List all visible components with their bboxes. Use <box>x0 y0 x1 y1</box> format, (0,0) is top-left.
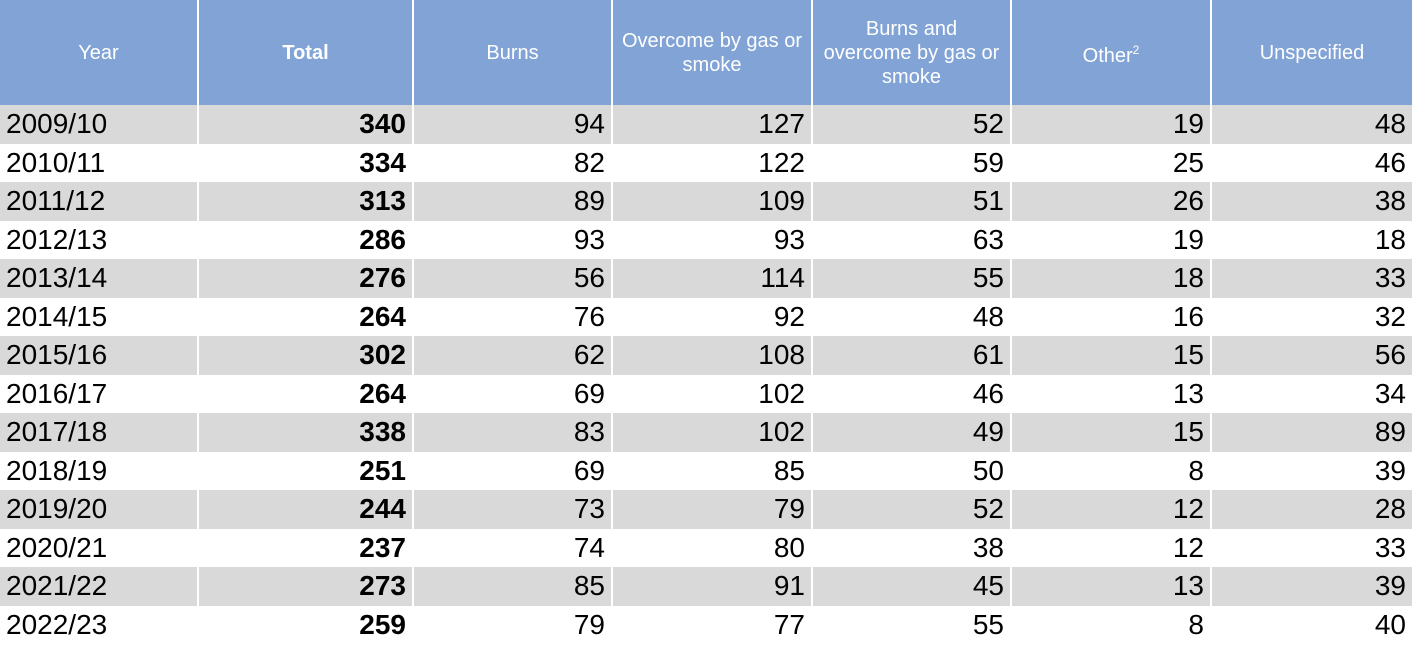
table-row <box>0 375 1412 414</box>
overcome-cell: 102 <box>613 413 813 452</box>
unspecified-cell: 33 <box>1212 529 1412 568</box>
burns-cell: 62 <box>414 336 613 375</box>
year-cell: 2009/10 <box>0 105 199 144</box>
burns-and-overcome-cell: 45 <box>813 567 1012 606</box>
other-cell: 13 <box>1012 567 1212 606</box>
burns-cell: 89 <box>414 182 613 221</box>
unspecified-cell: 89 <box>1212 413 1412 452</box>
table-row <box>0 144 1412 183</box>
total-cell: 244 <box>199 490 414 529</box>
header-row <box>0 0 1412 105</box>
burns-cell: 76 <box>414 298 613 337</box>
table-row <box>0 413 1412 452</box>
burns-and-overcome-cell: 46 <box>813 375 1012 414</box>
overcome-cell: 85 <box>613 452 813 491</box>
table-row <box>0 298 1412 337</box>
year-cell: 2022/23 <box>0 606 199 645</box>
year-cell: 2018/19 <box>0 452 199 491</box>
table-row <box>0 529 1412 568</box>
overcome-cell: 122 <box>613 144 813 183</box>
unspecified-cell: 33 <box>1212 259 1412 298</box>
other-cell: 12 <box>1012 529 1212 568</box>
burns-cell: 94 <box>414 105 613 144</box>
unspecified-cell: 39 <box>1212 452 1412 491</box>
year-cell: 2011/12 <box>0 182 199 221</box>
other-cell: 13 <box>1012 375 1212 414</box>
unspecified-cell: 40 <box>1212 606 1412 645</box>
year-cell: 2013/14 <box>0 259 199 298</box>
overcome-cell: 127 <box>613 105 813 144</box>
overcome-cell: 93 <box>613 221 813 260</box>
other-cell: 18 <box>1012 259 1212 298</box>
other-cell: 16 <box>1012 298 1212 337</box>
other-cell: 15 <box>1012 336 1212 375</box>
total-cell: 338 <box>199 413 414 452</box>
burns-and-overcome-cell: 61 <box>813 336 1012 375</box>
total-cell: 302 <box>199 336 414 375</box>
total-cell: 259 <box>199 606 414 645</box>
burns-and-overcome-cell: 48 <box>813 298 1012 337</box>
overcome-cell: 108 <box>613 336 813 375</box>
table-body <box>0 105 1412 644</box>
table-row <box>0 105 1412 144</box>
year-cell: 2014/15 <box>0 298 199 337</box>
burns-and-overcome-cell: 49 <box>813 413 1012 452</box>
other-cell: 26 <box>1012 182 1212 221</box>
unspecified-cell: 32 <box>1212 298 1412 337</box>
burns-cell: 79 <box>414 606 613 645</box>
total-cell: 251 <box>199 452 414 491</box>
header-other-footnote: 2 <box>1132 42 1140 57</box>
burns-and-overcome-cell: 55 <box>813 606 1012 645</box>
header-burns: Burns <box>414 0 613 105</box>
burns-cell: 74 <box>414 529 613 568</box>
other-cell: 19 <box>1012 221 1212 260</box>
total-cell: 334 <box>199 144 414 183</box>
year-cell: 2019/20 <box>0 490 199 529</box>
burns-cell: 56 <box>414 259 613 298</box>
overcome-cell: 79 <box>613 490 813 529</box>
overcome-cell: 109 <box>613 182 813 221</box>
year-cell: 2017/18 <box>0 413 199 452</box>
table-row <box>0 182 1412 221</box>
header-other-label: Other <box>1082 44 1133 67</box>
year-cell: 2012/13 <box>0 221 199 260</box>
burns-and-overcome-cell: 52 <box>813 490 1012 529</box>
total-cell: 237 <box>199 529 414 568</box>
unspecified-cell: 39 <box>1212 567 1412 606</box>
total-cell: 340 <box>199 105 414 144</box>
burns-and-overcome-cell: 51 <box>813 182 1012 221</box>
header-other <box>1012 0 1212 105</box>
total-cell: 276 <box>199 259 414 298</box>
burns-and-overcome-cell: 38 <box>813 529 1012 568</box>
table-row <box>0 490 1412 529</box>
unspecified-cell: 38 <box>1212 182 1412 221</box>
total-cell: 286 <box>199 221 414 260</box>
burns-cell: 82 <box>414 144 613 183</box>
other-cell: 25 <box>1012 144 1212 183</box>
other-cell: 19 <box>1012 105 1212 144</box>
table-row <box>0 606 1412 645</box>
total-cell: 264 <box>199 298 414 337</box>
burns-cell: 83 <box>414 413 613 452</box>
table-row <box>0 221 1412 260</box>
burns-cell: 69 <box>414 375 613 414</box>
overcome-cell: 80 <box>613 529 813 568</box>
unspecified-cell: 56 <box>1212 336 1412 375</box>
unspecified-cell: 34 <box>1212 375 1412 414</box>
burns-cell: 85 <box>414 567 613 606</box>
burns-and-overcome-cell: 59 <box>813 144 1012 183</box>
burns-cell: 93 <box>414 221 613 260</box>
total-cell: 264 <box>199 375 414 414</box>
burns-cell: 69 <box>414 452 613 491</box>
unspecified-cell: 48 <box>1212 105 1412 144</box>
burns-and-overcome-cell: 50 <box>813 452 1012 491</box>
other-cell: 8 <box>1012 452 1212 491</box>
table-row <box>0 259 1412 298</box>
burns-and-overcome-cell: 63 <box>813 221 1012 260</box>
year-cell: 2020/21 <box>0 529 199 568</box>
unspecified-cell: 28 <box>1212 490 1412 529</box>
year-cell: 2015/16 <box>0 336 199 375</box>
overcome-cell: 91 <box>613 567 813 606</box>
total-cell: 273 <box>199 567 414 606</box>
unspecified-cell: 18 <box>1212 221 1412 260</box>
table-row <box>0 336 1412 375</box>
burns-and-overcome-cell: 55 <box>813 259 1012 298</box>
overcome-cell: 114 <box>613 259 813 298</box>
header-total: Total <box>199 0 414 105</box>
other-cell: 15 <box>1012 413 1212 452</box>
unspecified-cell: 46 <box>1212 144 1412 183</box>
overcome-cell: 92 <box>613 298 813 337</box>
total-cell: 313 <box>199 182 414 221</box>
header-overcome: Overcome by gas or smoke <box>613 0 813 105</box>
year-cell: 2021/22 <box>0 567 199 606</box>
overcome-cell: 102 <box>613 375 813 414</box>
year-cell: 2010/11 <box>0 144 199 183</box>
header-unspecified: Unspecified <box>1212 0 1412 105</box>
burns-cell: 73 <box>414 490 613 529</box>
table-row <box>0 452 1412 491</box>
table-row <box>0 567 1412 606</box>
other-cell: 12 <box>1012 490 1212 529</box>
overcome-cell: 77 <box>613 606 813 645</box>
header-burns-and-overcome: Burns and overcome by gas or smoke <box>813 0 1012 105</box>
other-cell: 8 <box>1012 606 1212 645</box>
header-year: Year <box>0 0 199 105</box>
year-cell: 2016/17 <box>0 375 199 414</box>
burns-and-overcome-cell: 52 <box>813 105 1012 144</box>
